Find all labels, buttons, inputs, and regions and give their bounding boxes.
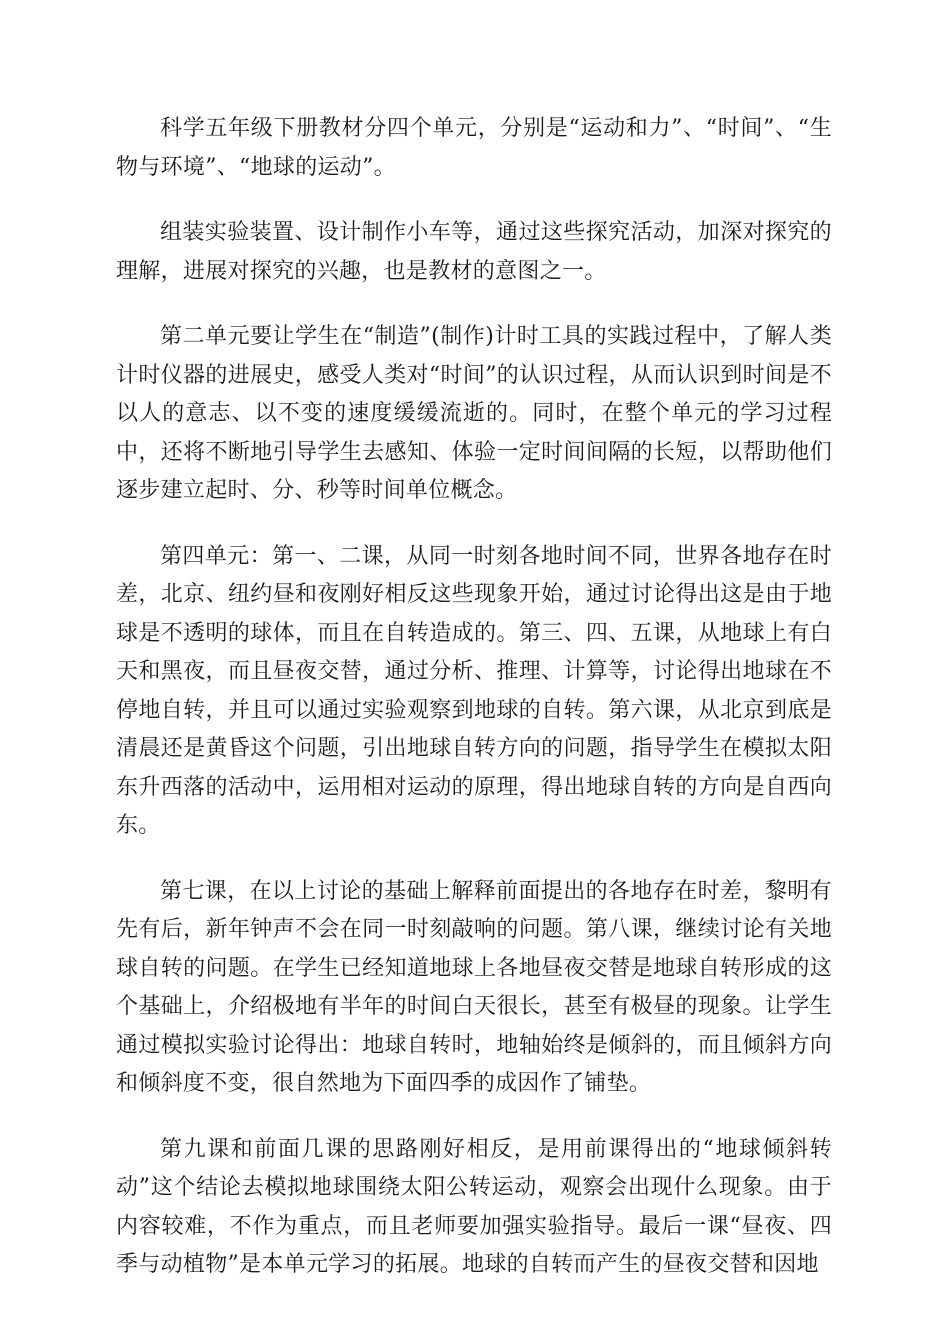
paragraph-lesson7-8: 第七课，在以上讨论的基础上解释前面提出的各地存在时差，黎明有先有后，新年钟声不会在同一时刻敲响的问题。第八课，继续讨论有关地球自转的问题。在学生已经知道地球上各地昼夜交替是地球自转形成的这个基础上，介绍极地有半年的时间白天很长，甚至有极昼的现象。让学生通过模拟实验讨论得出：地球自转时，地轴始终是倾斜的，而且倾斜方向和倾斜度不变，很自然地为下面四季的成因作了铺垫。 — [116, 878, 832, 1096]
paragraph-intro: 科学五年级下册教材分四个单元，分别是“运动和力”、“时间”、“生物与环境”、“地球的运动”。 — [116, 116, 832, 180]
paragraph-unit4: 第四单元：第一、二课，从同一时刻各地时间不同，世界各地存在时差，北京、纽约昼和夜刚好相反这些现象开始，通过讨论得出这是由于地球是不透明的球体，而且在自转造成的。第三、四、五课，从地球上有白天和黑夜，而且昼夜交替，通过分析、推理、计算等，讨论得出地球在不停地自转，并且可以通过实验观察到地球的自转。第六课，从北京到底是清晨还是黄昏这个问题，引出地球自转方向的问题，指导学生在模拟太阳东升西落的活动中，运用相对运动的原理，得出地球自转的方向是自西向东。 — [116, 543, 832, 838]
document-body — [116, 110, 832, 1312]
paragraph-unit1: 组装实验装置、设计制作小车等，通过这些探究活动，加深对探究的理解，进展对探究的兴趣，也是教材的意图之一。 — [116, 220, 832, 284]
paragraph-unit2: 第二单元要让学生在“制造”(制作)计时工具的实践过程中，了解人类计时仪器的进展史，感受人类对“时间”的认识过程，从而认识到时间是不以人的意志、以不变的速度缓缓流逝的。同时，在整个单元的学习过程中，还将不断地引导学生去感知、体验一定时间间隔的长短，以帮助他们逐步建立起时、分、秒等时间单位概念。 — [116, 324, 832, 503]
paragraph-lesson9: 第九课和前面几课的思路刚好相反，是用前课得出的“地球倾斜转动”这个结论去模拟地球围绕太阳公转运动，观察会出现什么现象。由于内容较难，不作为重点，而且老师要加强实验指导。最后一课“昼夜、四季与动植物”是本单元学习的拓展。地球的自转而产生的昼夜交替和因地 — [116, 1136, 832, 1277]
